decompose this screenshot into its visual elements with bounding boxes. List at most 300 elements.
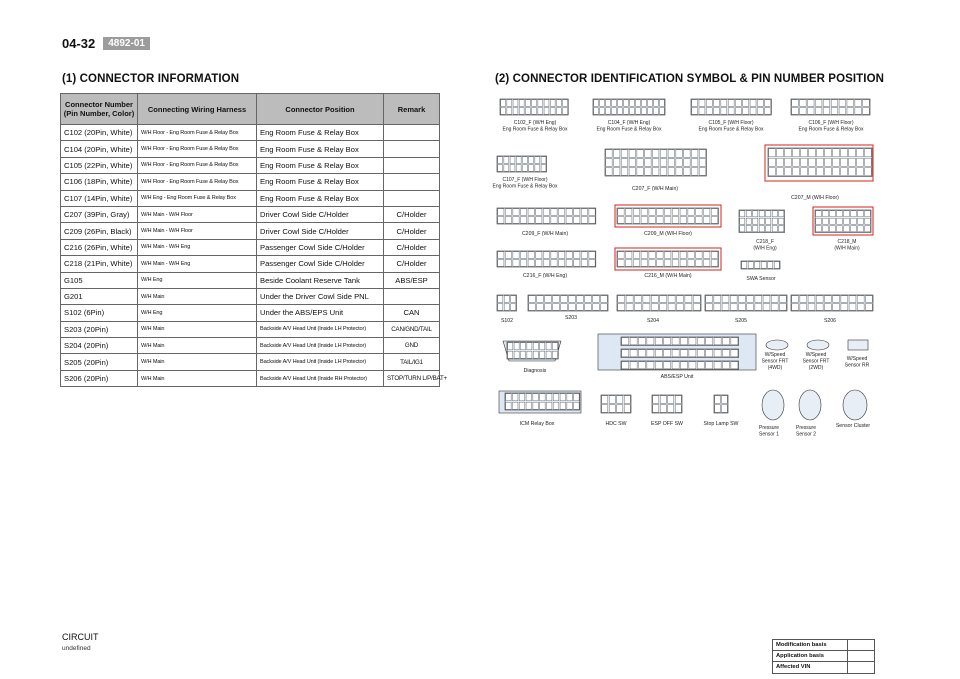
pin-cell xyxy=(841,168,848,176)
pin-cell xyxy=(668,159,674,167)
pin-cell xyxy=(664,350,671,357)
pin-cell xyxy=(593,296,600,303)
pin-cell xyxy=(793,168,800,176)
pin-cell xyxy=(857,149,864,157)
pin-cell xyxy=(849,296,856,303)
pin-cell xyxy=(543,252,549,259)
pin-cell xyxy=(772,218,777,224)
pin-cell xyxy=(808,304,815,311)
pin-cell xyxy=(547,394,552,401)
pin-cell xyxy=(657,209,663,216)
pin-cell xyxy=(696,209,702,216)
pin-cell xyxy=(507,108,512,115)
pin-cell xyxy=(504,157,509,164)
pin-cell xyxy=(553,343,558,350)
c209m-label: C209_M (W/H Floor) xyxy=(644,231,692,237)
pin-cell xyxy=(614,168,620,176)
pin-cell xyxy=(711,209,717,216)
remark-cell: C/Holder xyxy=(384,239,440,255)
table-row xyxy=(61,223,440,239)
pin-cell xyxy=(696,260,702,267)
pin-cell xyxy=(777,149,784,157)
pin-cell xyxy=(753,218,758,224)
pin-cell xyxy=(839,100,846,107)
pin-cell xyxy=(559,209,565,216)
connector-number-cell: C107 (14Pin, White) xyxy=(61,190,138,206)
pin-cell xyxy=(692,159,698,167)
c216m-label: C216_M (W/H Main) xyxy=(644,273,692,279)
icm-label: ICM Relay Box xyxy=(519,421,555,427)
pin-cell xyxy=(728,100,734,107)
pin-cell xyxy=(618,217,624,224)
pin-cell xyxy=(653,168,659,176)
pin-cell xyxy=(651,296,658,303)
remark-cell: CAN xyxy=(384,305,440,321)
pin-cell xyxy=(816,218,822,224)
pin-cell xyxy=(837,226,843,232)
table-row xyxy=(61,321,440,337)
connector-number-cell: C105 (22Pin, White) xyxy=(61,157,138,173)
pin-cell xyxy=(685,304,692,311)
pin-cell xyxy=(699,108,705,115)
pin-cell xyxy=(672,260,678,267)
pin-cell xyxy=(660,168,666,176)
pin-cell xyxy=(606,108,611,115)
pin-cell xyxy=(785,168,792,176)
pin-cell xyxy=(641,209,647,216)
pin-cell xyxy=(550,100,555,107)
table-row xyxy=(61,305,440,321)
pin-cell xyxy=(513,100,518,107)
pin-cell xyxy=(706,100,712,107)
pin-cell xyxy=(780,296,787,303)
pin-cell xyxy=(739,296,746,303)
pin-cell xyxy=(633,209,639,216)
pin-cell xyxy=(851,211,857,217)
pin-cell xyxy=(692,168,698,176)
pin-cell xyxy=(550,108,555,115)
pin-cell xyxy=(831,108,838,115)
pin-cell xyxy=(849,158,856,166)
pin-cell xyxy=(560,394,565,401)
pin-cell xyxy=(755,262,760,269)
remark-cell xyxy=(384,288,440,304)
pin-cell xyxy=(574,252,580,259)
pin-cell xyxy=(809,168,816,176)
pin-cell xyxy=(498,252,504,259)
pin-cell xyxy=(747,304,754,311)
pin-cell xyxy=(633,260,639,267)
pin-cell xyxy=(847,108,854,115)
pin-cell xyxy=(777,168,784,176)
pin-cell xyxy=(574,217,580,224)
pin-cell xyxy=(706,362,713,369)
table-row xyxy=(61,288,440,304)
pin-cell xyxy=(630,100,635,107)
pin-cell xyxy=(535,165,540,172)
pin-cell xyxy=(793,149,800,157)
pin-cell xyxy=(630,338,637,345)
pin-cell xyxy=(498,260,504,267)
pin-cell xyxy=(693,296,700,303)
pin-cell xyxy=(551,209,557,216)
pin-cell xyxy=(653,396,659,404)
pin-cell xyxy=(739,304,746,311)
section1-title: (1) CONNECTOR INFORMATION xyxy=(62,73,240,85)
table-row xyxy=(61,338,440,354)
pin-cell xyxy=(755,296,762,303)
pin-cell xyxy=(823,226,829,232)
pin-cell xyxy=(629,159,635,167)
pin-cell xyxy=(561,304,568,311)
remark-cell: C/Holder xyxy=(384,223,440,239)
pin-cell xyxy=(560,402,565,409)
pin-cell xyxy=(581,260,587,267)
position-cell: Eng Room Fuse & Relay Box xyxy=(257,141,384,157)
pin-cell xyxy=(536,217,542,224)
pin-cell xyxy=(692,100,698,107)
pin-cell xyxy=(538,108,543,115)
pin-cell xyxy=(527,351,532,358)
pin-cell xyxy=(792,304,799,311)
pin-cell xyxy=(635,304,642,311)
pin-cell xyxy=(519,402,524,409)
pin-cell xyxy=(730,296,737,303)
pin-cell xyxy=(865,218,871,224)
pin-cell xyxy=(641,252,647,259)
pin-cell xyxy=(664,362,671,369)
pin-cell xyxy=(865,158,872,166)
s203-label: S203 xyxy=(564,315,578,321)
remark-cell: ABS/ESP xyxy=(384,272,440,288)
remark-cell xyxy=(384,174,440,190)
pin-cell xyxy=(529,165,534,172)
pin-cell xyxy=(593,304,600,311)
pin-cell xyxy=(557,108,562,115)
pin-cell xyxy=(538,100,543,107)
pin-cell xyxy=(589,260,595,267)
pin-cell xyxy=(521,260,527,267)
pin-cell xyxy=(498,304,503,311)
remark-cell: STOP/TURN L/P/BAT+ xyxy=(384,370,440,386)
pin-cell xyxy=(559,217,565,224)
pin-cell xyxy=(513,402,518,409)
pin-cell xyxy=(715,396,721,404)
pin-cell xyxy=(677,304,684,311)
pin-cell xyxy=(589,209,595,216)
pin-cell xyxy=(704,217,710,224)
pin-cell xyxy=(830,218,836,224)
pin-cell xyxy=(536,252,542,259)
pin-cell xyxy=(753,211,758,217)
pin-cell xyxy=(521,343,526,350)
pin-cell xyxy=(567,402,572,409)
connector-label: (W/H Main) xyxy=(834,245,860,252)
connector-number-cell: G105 xyxy=(61,272,138,288)
position-cell: Under the Driver Cowl Side PNL xyxy=(257,288,384,304)
pin-cell xyxy=(533,351,538,358)
pin-cell xyxy=(865,211,871,217)
pin-cell xyxy=(660,405,666,413)
pin-cell xyxy=(528,209,534,216)
pin-cell xyxy=(681,338,688,345)
pin-cell xyxy=(540,394,545,401)
pin-cell xyxy=(543,209,549,216)
pin-cell xyxy=(817,149,824,157)
pin-cell xyxy=(714,362,721,369)
connector-label: C107_F (W/H Floor) xyxy=(502,177,548,183)
pin-cell xyxy=(769,168,776,176)
pin-cell xyxy=(618,100,623,107)
s102-label: S102 xyxy=(500,318,514,324)
pin-cell xyxy=(545,296,552,303)
pin-cell xyxy=(668,405,674,413)
pin-cell xyxy=(759,226,764,232)
connector-number-cell: S206 (20Pin) xyxy=(61,370,138,386)
pin-cell xyxy=(808,100,815,107)
pin-cell xyxy=(559,260,565,267)
pin-cell xyxy=(574,394,579,401)
pin-cell xyxy=(849,304,856,311)
table-row xyxy=(61,125,440,141)
pin-cell xyxy=(660,159,666,167)
connector-number-cell: S205 (20Pin) xyxy=(61,354,138,370)
pin-cell xyxy=(513,108,518,115)
pin-cell xyxy=(505,252,511,259)
pin-cell xyxy=(540,402,545,409)
pin-cell xyxy=(614,150,620,158)
pin-cell xyxy=(665,252,671,259)
pin-cell xyxy=(731,362,738,369)
pin-cell xyxy=(574,260,580,267)
pin-cell xyxy=(759,218,764,224)
pin-cell xyxy=(809,158,816,166)
pin-cell xyxy=(816,304,823,311)
pin-cell xyxy=(763,296,770,303)
pin-cell xyxy=(688,252,694,259)
pin-cell xyxy=(722,296,729,303)
pin-cell xyxy=(553,402,558,409)
pin-cell xyxy=(541,157,546,164)
pin-cell xyxy=(765,100,771,107)
pin-cell xyxy=(639,350,646,357)
pin-cell xyxy=(526,108,531,115)
pin-cell xyxy=(684,150,690,158)
pin-cell xyxy=(857,296,864,303)
pin-cell xyxy=(655,362,662,369)
connector-label: W/Speed xyxy=(846,356,868,362)
pin-cell xyxy=(672,217,678,224)
pin-cell xyxy=(672,252,678,259)
pin-cell xyxy=(511,296,516,303)
pin-cell xyxy=(723,350,730,357)
pin-cell xyxy=(566,260,572,267)
pin-cell xyxy=(721,100,727,107)
pin-cell xyxy=(688,260,694,267)
pin-cell xyxy=(630,350,637,357)
pin-cell xyxy=(618,304,625,311)
pin-cell xyxy=(637,168,643,176)
pin-cell xyxy=(649,252,655,259)
pin-cell xyxy=(689,350,696,357)
position-cell: Backside A/V Head Unit (Inside LH Protector) xyxy=(257,354,384,370)
pin-cell xyxy=(655,350,662,357)
affected-vin: Affected VIN xyxy=(773,662,848,673)
pin-cell xyxy=(508,343,513,350)
pin-cell xyxy=(668,168,674,176)
pin-cell xyxy=(704,209,710,216)
pin-cell xyxy=(665,217,671,224)
pin-cell xyxy=(793,158,800,166)
section2-title: (2) CONNECTOR IDENTIFICATION SYMBOL & PIN NUMBER POSITION xyxy=(495,73,885,85)
pin-cell xyxy=(609,405,615,413)
pin-cell xyxy=(772,211,777,217)
pin-cell xyxy=(660,396,666,404)
pin-cell xyxy=(643,304,650,311)
pin-cell xyxy=(544,108,549,115)
pin-cell xyxy=(766,218,771,224)
pin-cell xyxy=(612,108,617,115)
pin-cell xyxy=(839,108,846,115)
remark-cell: GND xyxy=(384,338,440,354)
pin-cell xyxy=(526,402,531,409)
pin-cell xyxy=(668,296,675,303)
pin-cell xyxy=(851,218,857,224)
col-connector-number: Connector Number (Pin Number, Color) xyxy=(61,94,138,125)
pin-cell xyxy=(551,260,557,267)
pin-cell xyxy=(526,394,531,401)
pin-cell xyxy=(668,396,674,404)
pin-cell xyxy=(740,218,745,224)
pin-cell xyxy=(675,405,681,413)
pin-cell xyxy=(569,296,576,303)
pin-cell xyxy=(711,217,717,224)
pin-cell xyxy=(633,252,639,259)
pin-cell xyxy=(823,211,829,217)
connector-label: Sensor FRT xyxy=(802,358,830,365)
pin-cell xyxy=(746,226,751,232)
position-cell: Beside Coolant Reserve Tank xyxy=(257,272,384,288)
pin-cell xyxy=(649,209,655,216)
pin-cell xyxy=(519,108,524,115)
pin-cell xyxy=(817,168,824,176)
pin-cell xyxy=(612,100,617,107)
pin-cell xyxy=(618,108,623,115)
connector-label: Eng Room Fuse & Relay Box xyxy=(502,126,568,133)
pin-cell xyxy=(641,217,647,224)
pin-cell xyxy=(696,252,702,259)
pin-cell xyxy=(513,260,519,267)
pin-cell xyxy=(528,217,534,224)
diagnosis-label: Diagnosis xyxy=(523,368,547,374)
pin-cell xyxy=(668,150,674,158)
pin-cell xyxy=(825,168,832,176)
pin-cell xyxy=(722,396,728,404)
pin-cell xyxy=(537,304,544,311)
pin-cell xyxy=(688,209,694,216)
pin-cell xyxy=(844,218,850,224)
pin-cell xyxy=(529,304,536,311)
pin-cell xyxy=(624,100,629,107)
pin-cell xyxy=(536,260,542,267)
remark-cell xyxy=(384,157,440,173)
pin-cell xyxy=(622,338,629,345)
pin-cell xyxy=(546,351,551,358)
pin-cell xyxy=(506,402,511,409)
pin-cell xyxy=(800,108,807,115)
pin-cell xyxy=(506,394,511,401)
pin-cell xyxy=(672,209,678,216)
pin-cell xyxy=(504,165,509,172)
connector-label: C104_F (W/H Eng) xyxy=(607,120,651,126)
pin-cell xyxy=(581,217,587,224)
pin-cell xyxy=(511,304,516,311)
connector-label: Sensor 2 xyxy=(795,431,817,438)
pin-cell xyxy=(792,296,799,303)
pin-cell xyxy=(714,350,721,357)
pin-cell xyxy=(519,394,524,401)
pin-cell xyxy=(858,226,864,232)
pin-cell xyxy=(833,304,840,311)
pin-cell xyxy=(498,165,503,172)
pin-cell xyxy=(696,217,702,224)
pin-cell xyxy=(680,260,686,267)
wspeed-wsf4-connector xyxy=(766,340,788,350)
pin-cell xyxy=(510,157,515,164)
c216f-label: C216_F (W/H Eng) xyxy=(522,273,568,279)
remark-cell xyxy=(384,190,440,206)
abs-label: ABS/ESP Unit xyxy=(660,374,694,380)
pin-cell xyxy=(533,394,538,401)
pin-cell xyxy=(498,209,504,216)
pin-cell xyxy=(636,108,641,115)
pin-cell xyxy=(553,394,558,401)
pin-cell xyxy=(704,260,710,267)
pin-cell xyxy=(527,343,532,350)
pin-cell xyxy=(654,108,659,115)
pin-cell xyxy=(675,396,681,404)
pin-cell xyxy=(699,150,705,158)
pin-cell xyxy=(642,100,647,107)
espoff-label: ESP OFF SW xyxy=(651,421,683,427)
pin-cell xyxy=(561,296,568,303)
pin-cell xyxy=(645,150,651,158)
pin-cell xyxy=(647,362,654,369)
pin-cell xyxy=(837,218,843,224)
pin-cell xyxy=(505,260,511,267)
pin-cell xyxy=(563,100,568,107)
pin-cell xyxy=(816,211,822,217)
pin-cell xyxy=(706,338,713,345)
pin-cell xyxy=(668,304,675,311)
pin-cell xyxy=(855,108,862,115)
pin-cell xyxy=(645,159,651,167)
pin-cell xyxy=(600,108,605,115)
pin-cell xyxy=(533,402,538,409)
pin-cell xyxy=(823,100,830,107)
connector-number-cell: G201 xyxy=(61,288,138,304)
connector-diagrams xyxy=(492,93,879,465)
pin-cell xyxy=(569,304,576,311)
pin-cell xyxy=(540,351,545,358)
pin-cell xyxy=(614,159,620,167)
harness-cell: W/H Main - W/H Floor xyxy=(138,223,257,239)
pin-cell xyxy=(801,168,808,176)
pin-cell xyxy=(501,108,506,115)
page-header xyxy=(62,36,150,51)
pin-cell xyxy=(704,252,710,259)
pin-cell xyxy=(684,159,690,167)
